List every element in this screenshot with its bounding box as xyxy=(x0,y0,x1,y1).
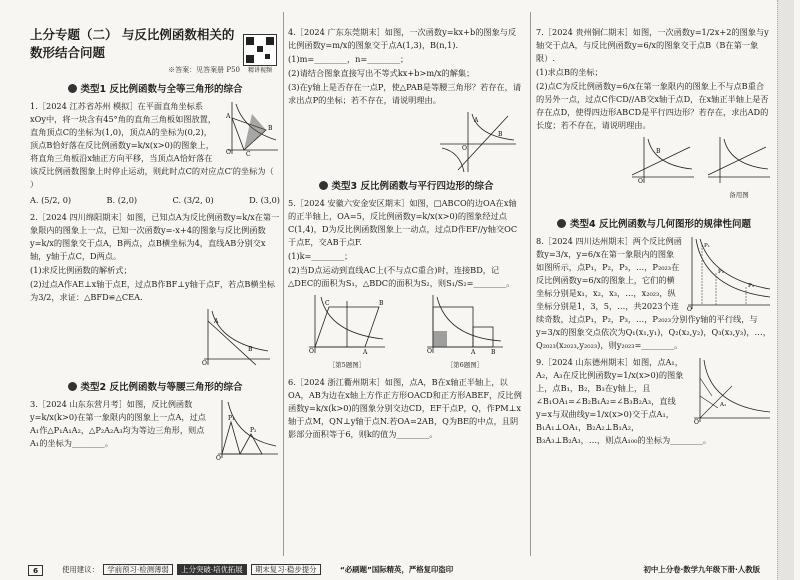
answer-note: ※答案：见答案册 P50 xyxy=(168,66,240,74)
column-right xyxy=(536,26,772,448)
svg-text:A: A xyxy=(363,349,368,355)
svg-text:O: O xyxy=(427,348,432,355)
svg-text:P₂: P₂ xyxy=(718,269,724,275)
question-text: (1)k=________； xyxy=(288,251,353,261)
column-divider xyxy=(283,12,284,556)
figure-q6 xyxy=(425,293,505,355)
question-7 xyxy=(536,26,772,202)
figure-caption: ［第6题图］ xyxy=(446,361,484,369)
question-8 xyxy=(536,235,772,352)
question-text: 4.［2024 广东东莞期末］如图，一次函数y=kx+b的图象与反比例函数y=m/x的图象交于点A(1,3)，B(n,1). xyxy=(288,27,517,50)
svg-text:C: C xyxy=(325,300,330,307)
svg-text:B: B xyxy=(268,125,273,132)
question-text: 3.［2024 山东东营月考］如图，反比例函数y=k/x(k>0)在第一象限内的图象上一点A，过点A₁作△P₁A₁A₂，△P₂A₂A₃均为等边三角形，则点A₁的坐标为________。 xyxy=(30,399,206,448)
figures-q7 xyxy=(536,135,772,202)
svg-text:A: A xyxy=(226,113,231,120)
section-type3: 类型3 反比例函数与平行四边形的综合 xyxy=(288,180,524,193)
figure-q3 xyxy=(214,398,280,460)
section-type4: 类型4 反比例函数与几何图形的规律性问题 xyxy=(536,218,772,231)
svg-text:A: A xyxy=(214,318,219,325)
page-title: 上分专题（二） 与反比例函数相关的数形结合问题 xyxy=(30,27,235,60)
question-5 xyxy=(288,197,524,372)
options xyxy=(30,194,280,207)
usage-suggestion: 使用建议： 学前预习·检测薄弱 上分突破·培优拓展 期末复习·稳步提分 xyxy=(62,564,321,575)
svg-text:O: O xyxy=(638,178,643,185)
svg-text:B: B xyxy=(656,148,661,155)
figure-q8 xyxy=(686,235,772,311)
figure-q7 xyxy=(630,135,696,185)
section-type1: 类型1 反比例函数与全等三角形的综合 xyxy=(30,83,280,96)
question-text: (3)在y轴上是否存在一点P，使△PAB是等腰三角形？若存在，请求出点P的坐标；若不存在，请说明理由。 xyxy=(288,82,522,105)
question-text: 7.［2024 贵州铜仁期末］如图，一次函数y=1/2x+2的图象与y轴交于点A，与反比例函数y=6/x的图象交于点B（B在第一象限）. xyxy=(536,27,769,63)
figures-q5-q6 xyxy=(288,293,524,372)
question-text: 6.［2024 浙江衢州期末］如图，点A，B在x轴正半轴上，以OA，AB为边在x轴上方作正方形OACD和正方形ABEF，反比例函数y=k/x(k>0)的图象分别交边CD，EF于点P，Q，作PM⊥x轴于点M，QN⊥y轴于点N.若OA=2AB，Q为BE的中点，且阴影部分面积等于6，则k的值为________。 xyxy=(288,377,522,439)
question-2 xyxy=(30,211,280,367)
svg-text:O: O xyxy=(216,455,221,460)
column-divider xyxy=(530,12,531,556)
qr-label: 精讲视频 xyxy=(247,67,272,74)
column-middle xyxy=(288,26,524,442)
qr-code[interactable] xyxy=(243,34,277,66)
page-edge xyxy=(777,0,794,580)
svg-text:P₁: P₁ xyxy=(228,415,235,422)
svg-text:O: O xyxy=(202,360,207,367)
question-3 xyxy=(30,398,280,460)
figure-q4 xyxy=(438,110,518,174)
question-6 xyxy=(288,376,524,441)
question-text: (2)当D点运动到直线AC上(不与点C重合)时，连接BD，记△DEC的面积为S₁，△BDC的面积为S₂，则S₁/S₂=________。 xyxy=(288,265,515,288)
figure-caption: ［第5题图］ xyxy=(328,361,366,369)
question-text: 8.［2024 四川达州期末］两个反比例函数y=3/x，y=6/x在第一象限内的图象如图所示，点P₁，P₂，P₃，…，P₂₀₂₃在反比例函数y=6/x的图象上，它们的横坐标分别是x₁，x₂，x₃，…，x₂₀₂₃，纵坐标分别是1，3，5，…，共2023个连续奇数，过点P₁，P₂，P₃，…，P₂₀₂₃分别作y轴的平行线，与y=3/x的图象交点依次为Q₁(x₁,y₁)，Q₂(x₂,y₂)，Q₃(x₃,y₃)，…，Q₂₀₂₃(x₂₀₂₃,y₂₀₂₃)，则y₂₀₂₃=________。 xyxy=(536,236,771,350)
usage-box: 学前预习·检测薄弱 xyxy=(103,564,172,575)
question-text: (2)请结合图象直接写出不等式kx+b>m/x的解集； xyxy=(288,68,475,78)
svg-text:O: O xyxy=(687,306,692,311)
figure-q5 xyxy=(307,293,387,355)
question-text: 5.［2024 安徽六安金安区期末］如图，□ABCO的边OA在x轴的正半轴上，OA=5，反比例函数y=k/x(x>0)的图象经过点C(1,4)，D为反比例函数图象上一动点，过点D作EF//y轴交OC于点E，交AB于点F. xyxy=(288,198,518,247)
svg-text:A: A xyxy=(474,117,479,124)
question-text: (2)点C为反比例函数y=6/x在第一象限内的图象上不与点B重合的另外一点，过点C作CD//AB交x轴于点D，在x轴正半轴上是否存在点D，使得四边形ABCD是平行四边形？若存在，求出AD的长度；若不存在，请说明理由。 xyxy=(536,81,769,130)
question-text: 1.［2024 江苏省苏州 模拟］在平面直角坐标系xOy中，将一块含有45°角的直角三角板如图放置，直角顶点C的坐标为(1,0)，顶点A的坐标为(0,2)，顶点B恰好落在反比例函数y=k/x(x>0)的图象上，将直角三角板沿x轴正方向平移，当顶点A恰好落在该反比例函数图象上时停止运动，则此时点C的对应点C′的坐标为（ ） xyxy=(30,101,274,189)
option-a[interactable]: A. (5/2, 0) xyxy=(30,195,72,205)
usage-box: 期末复习·稳步提分 xyxy=(251,564,320,575)
question-text: (1)求反比例函数的解析式； xyxy=(30,265,132,275)
figure-caption: 备用图 xyxy=(729,191,749,199)
svg-text:B: B xyxy=(491,349,496,355)
option-d[interactable]: D. (3,0) xyxy=(249,195,280,205)
section-icon xyxy=(557,219,566,228)
option-b[interactable]: B. (2,0) xyxy=(106,195,138,205)
svg-text:C: C xyxy=(246,151,251,156)
section-icon xyxy=(319,181,328,190)
section-icon xyxy=(68,84,77,93)
svg-text:O: O xyxy=(309,348,314,355)
usage-box: 上分突破·培优拓展 xyxy=(177,564,246,575)
svg-text:B: B xyxy=(498,131,503,138)
footer-book-title: 初中上分卷·数学九年级下册·人教版 xyxy=(643,565,760,574)
svg-text:B: B xyxy=(379,300,384,307)
figure-q7-spare xyxy=(706,135,772,185)
svg-text:A₁: A₁ xyxy=(720,402,727,408)
svg-text:P₂: P₂ xyxy=(250,427,257,434)
svg-text:O: O xyxy=(226,149,231,156)
page-number: 6 xyxy=(28,565,43,576)
column-left xyxy=(30,26,280,460)
question-text: 9.［2024 山东德州期末］如图，点A₁，A₂，A₃在反比例函数y=1/x(x>0)的图象上，点B₁，B₂，B₃在y轴上，且∠B₁OA₁=∠B₂B₁A₂=∠B₃B₂A₃，直线y=x与双曲线y=1/x(x>0)交于点A₁，B₁A₁⊥OA₁，B₂A₂⊥B₁A₂，B₃A₃⊥B₂A₃，…，则点A₁₀₀的坐标为________。 xyxy=(536,357,712,445)
figure-q1 xyxy=(222,100,280,156)
footer-notice: “必刷题”国际精英，严格复印盗印 xyxy=(340,565,454,574)
option-c[interactable]: C. (3/2, 0) xyxy=(172,195,214,205)
figure-q9 xyxy=(692,356,772,424)
svg-text:B: B xyxy=(248,346,253,353)
question-1 xyxy=(30,100,280,207)
section-type2: 类型2 反比例函数与等腰三角形的综合 xyxy=(30,381,280,394)
svg-text:A: A xyxy=(471,349,476,355)
svg-text:P₃: P₃ xyxy=(748,283,754,289)
figure-q2 xyxy=(200,307,272,367)
question-text: 2.［2024 四川绵阳期末］如图，已知点A为反比例函数y=k/x在第一象限内的图象上一点，已知一次函数y=-x+4的图象与反比例函数y=k/x的图象交于点A，B两点，点B横坐标为4，直线AB分别交x轴，y轴于点C，D两点。 xyxy=(30,212,280,261)
question-9 xyxy=(536,356,772,447)
section-icon xyxy=(68,382,77,391)
question-text: (2)过点A作AE⊥x轴于点E，过点B作BF⊥y轴于点F，若点B横坐标为3/2，求证：△BFD≌△CEA. xyxy=(30,279,275,302)
svg-text:O: O xyxy=(462,145,467,152)
question-text: (1)m=________，n=________； xyxy=(288,54,409,64)
question-text: (1)求点B的坐标； xyxy=(536,67,603,77)
svg-text:P₁: P₁ xyxy=(704,243,710,249)
question-4 xyxy=(288,26,524,174)
svg-text:O: O xyxy=(694,419,699,424)
page-footer xyxy=(0,560,800,580)
